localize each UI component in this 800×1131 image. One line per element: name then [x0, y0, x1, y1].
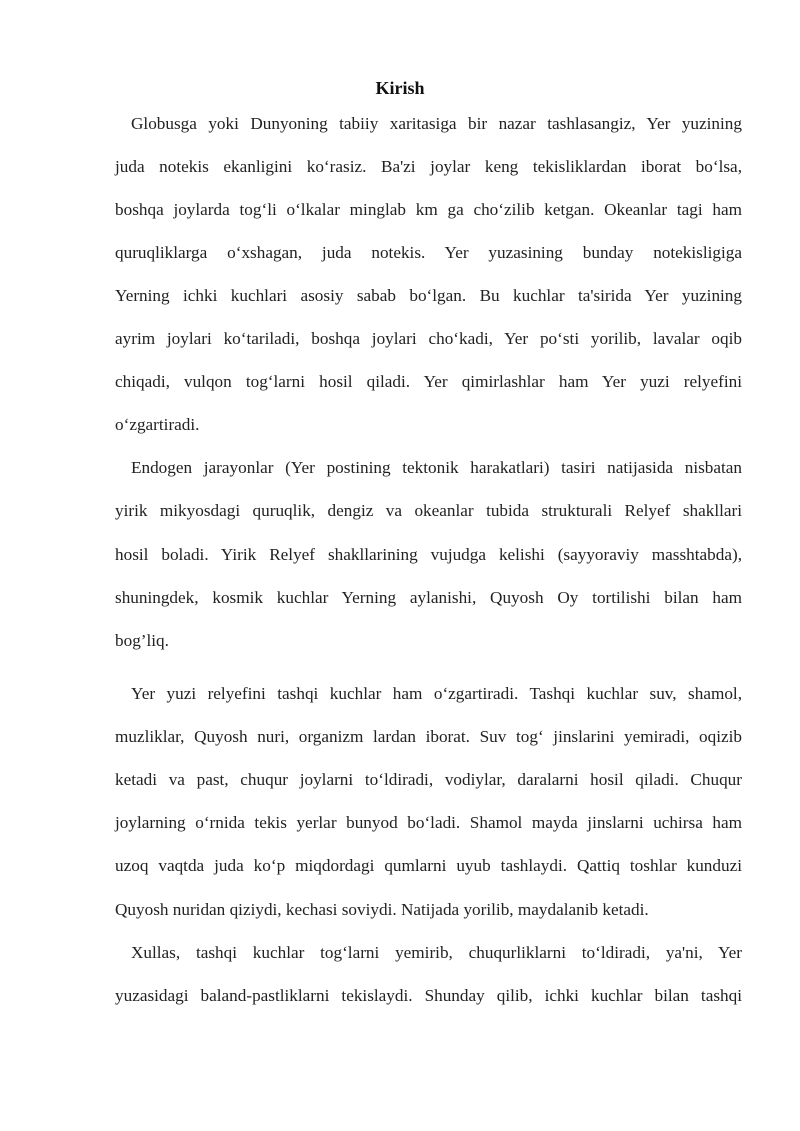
paragraph-4-line-2: yuzasidagi baland-pastliklarni tekislaydi. Shunday qilib, ichki kuchlar bilan tashqi [115, 986, 742, 1005]
paragraph-1-line-8: o‘zgartiradi. [115, 415, 200, 434]
paragraph-3-line-2: muzliklar, Quyosh nuri, organizm lardan iborat. Suv tog‘ jinslarini yemiradi, oqizib [115, 727, 742, 746]
paragraph-1-line-1: Globusga yoki Dunyoning tabiiy xaritasiga bir nazar tashlasangiz, Yer yuzining [131, 114, 742, 133]
paragraph-1-line-7: chiqadi, vulqon tog‘larni hosil qiladi. Yer qimirlashlar ham Yer yuzi relyefini [115, 372, 742, 391]
paragraph-3-line-3: ketadi va past, chuqur joylarni to‘ldiradi, vodiylar, daralarni hosil qiladi. Chuqur [115, 770, 742, 789]
paragraph-4-line-1: Xullas, tashqi kuchlar tog‘larni yemirib, chuqurliklarni to‘ldiradi, ya'ni, Yer [131, 943, 742, 962]
paragraph-1-line-3: boshqa joylarda tog‘li o‘lkalar minglab km ga cho‘zilib ketgan. Okeanlar tagi ham [115, 200, 742, 219]
paragraph-2-line-5: bog’liq. [115, 631, 169, 650]
paragraph-2-line-3: hosil boladi. Yirik Relyef shakllarining vujudga kelishi (sayyoraviy masshtabda), [115, 545, 742, 564]
page-title: Kirish [375, 78, 425, 98]
paragraph-2-line-4: shuningdek, kosmik kuchlar Yerning aylanishi, Quyosh Oy tortilishi bilan ham [115, 588, 742, 607]
paragraph-1-line-6: ayrim joylari ko‘tariladi, boshqa joylari cho‘kadi, Yer po‘sti yorilib, lavalar oqib [115, 329, 742, 348]
paragraph-3-line-4: joylarning o‘rnida tekis yerlar bunyod bo‘ladi. Shamol mayda jinslarni uchirsa ham [115, 813, 742, 832]
paragraph-1-line-5: Yerning ichki kuchlari asosiy sabab bo‘lgan. Bu kuchlar ta'sirida Yer yuzining [115, 286, 742, 305]
paragraph-1-line-4: quruqliklarga o‘xshagan, juda notekis. Yer yuzasining bunday notekisligiga [115, 243, 742, 262]
paragraph-3-line-5: uzoq vaqtda juda ko‘p miqdordagi qumlarni uyub tashlaydi. Qattiq toshlar kunduzi [115, 856, 742, 875]
paragraph-3-line-6: Quyosh nuridan qiziydi, kechasi soviydi. Natijada yorilib, maydalanib ketadi. [115, 900, 649, 919]
paragraph-1-line-2: juda notekis ekanligini ko‘rasiz. Ba'zi joylar keng tekisliklardan iborat bo‘lsa, [115, 157, 742, 176]
paragraph-2-line-1: Endogen jarayonlar (Yer postining tektonik harakatlari) tasiri natijasida nisbatan [131, 458, 742, 477]
paragraph-3-line-1: Yer yuzi relyefini tashqi kuchlar ham o‘zgartiradi. Tashqi kuchlar suv, shamol, [131, 684, 742, 703]
paragraph-2-line-2: yirik mikyosdagi quruqlik, dengiz va okeanlar tubida strukturali Relyef shakllari [115, 501, 742, 520]
